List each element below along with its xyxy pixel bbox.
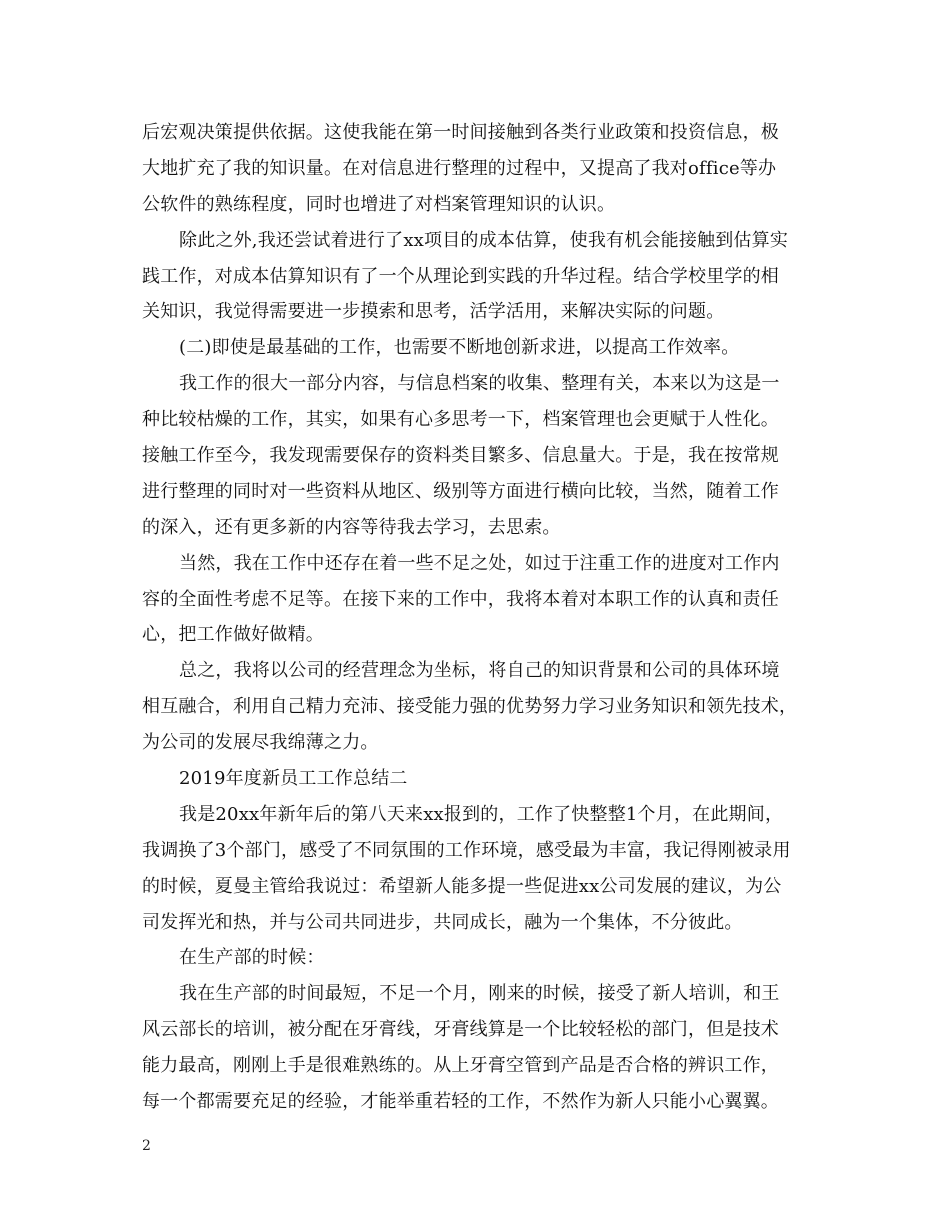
- text-line: 相互融合，利用自己精力充沛、接受能力强的优势努力学习业务知识和领先技术，: [142, 696, 798, 718]
- text-line: 关知识，我觉得需要进一步摸索和思考，活学活用，来解决实际的问题。: [142, 301, 725, 323]
- text-line: 司发挥光和热，并与公司共同进步，共同成长，融为一个集体，不分彼此。: [142, 911, 743, 933]
- text-line: 当然，我在工作中还存在着一些不足之处，如过于注重工作的进度对工作内: [179, 552, 780, 574]
- text-line: 每一个都需要充足的经验，才能举重若轻的工作，不然作为新人只能小心翼翼。: [142, 1091, 779, 1113]
- text-line: 大地扩充了我的知识量。在对信息进行整理的过程中，又提高了我对office等办: [142, 157, 777, 179]
- text-line: 接触工作至今，我发现需要保存的资料类目繁多、信息量大。于是，我在按常规: [142, 445, 779, 467]
- text-line: 进行整理的同时对一些资料从地区、级别等方面进行横向比较，当然，随着工作: [142, 480, 779, 502]
- text-line: 的时候，夏曼主管给我说过：希望新人能多提一些促进xx公司发展的建议，为公: [142, 875, 782, 897]
- text-line: 总之，我将以公司的经营理念为坐标，将自己的知识背景和公司的具体环境: [179, 660, 780, 682]
- text-line: 心，把工作做好做精。: [142, 624, 324, 646]
- text-line: 的深入，还有更多新的内容等待我去学习，去思索。: [142, 516, 561, 538]
- text-line: 2019年度新员工工作总结二: [179, 768, 408, 790]
- text-line: 能力最高，刚刚上手是很难熟练的。从上牙膏空管到产品是否合格的辨识工作，: [142, 1055, 779, 1077]
- text-line: 我在生产部的时间最短，不足一个月，刚来的时候，接受了新人培训，和王: [179, 983, 780, 1005]
- text-line: 在生产部的时候：: [179, 947, 325, 969]
- document-body: [142, 115, 810, 1120]
- text-line: 容的全面性考虑不足等。在接下来的工作中，我将本着对本职工作的认真和责任: [142, 588, 779, 610]
- text-line: 践工作，对成本估算知识有了一个从理论到实践的升华过程。结合学校里学的相: [142, 265, 779, 287]
- text-line: 后宏观决策提供依据。这使我能在第一时间接触到各类行业政策和投资信息，极: [142, 122, 779, 143]
- text-line: 为公司的发展尽我绵薄之力。: [142, 732, 379, 754]
- text-line: 风云部长的培训，被分配在牙膏线，牙膏线算是一个比较轻松的部门，但是技术: [142, 1019, 779, 1041]
- text-line: 我调换了3个部门，感受了不同氛围的工作环境，感受最为丰富，我记得刚被录用: [142, 839, 791, 861]
- text-line: (二)即使是最基础的工作，也需要不断地创新求进，以提高工作效率。: [179, 337, 740, 359]
- text-line: 我工作的很大一部分内容，与信息档案的收集、整理有关，本来以为这是一: [179, 373, 780, 395]
- text-line: 种比较枯燥的工作，其实，如果有心多思考一下，档案管理也会更赋于人性化。: [142, 409, 779, 431]
- text-line: 除此之外,我还尝试着进行了xx项目的成本估算，使我有机会能接触到估算实: [179, 229, 789, 251]
- page-number: 2: [142, 1138, 151, 1154]
- text-line: 公软件的熟练程度，同时也增进了对档案管理知识的认识。: [142, 193, 616, 215]
- text-line: 我是20xx年新年后的第八天来xx报到的，工作了快整整1个月，在此期间，: [179, 803, 784, 825]
